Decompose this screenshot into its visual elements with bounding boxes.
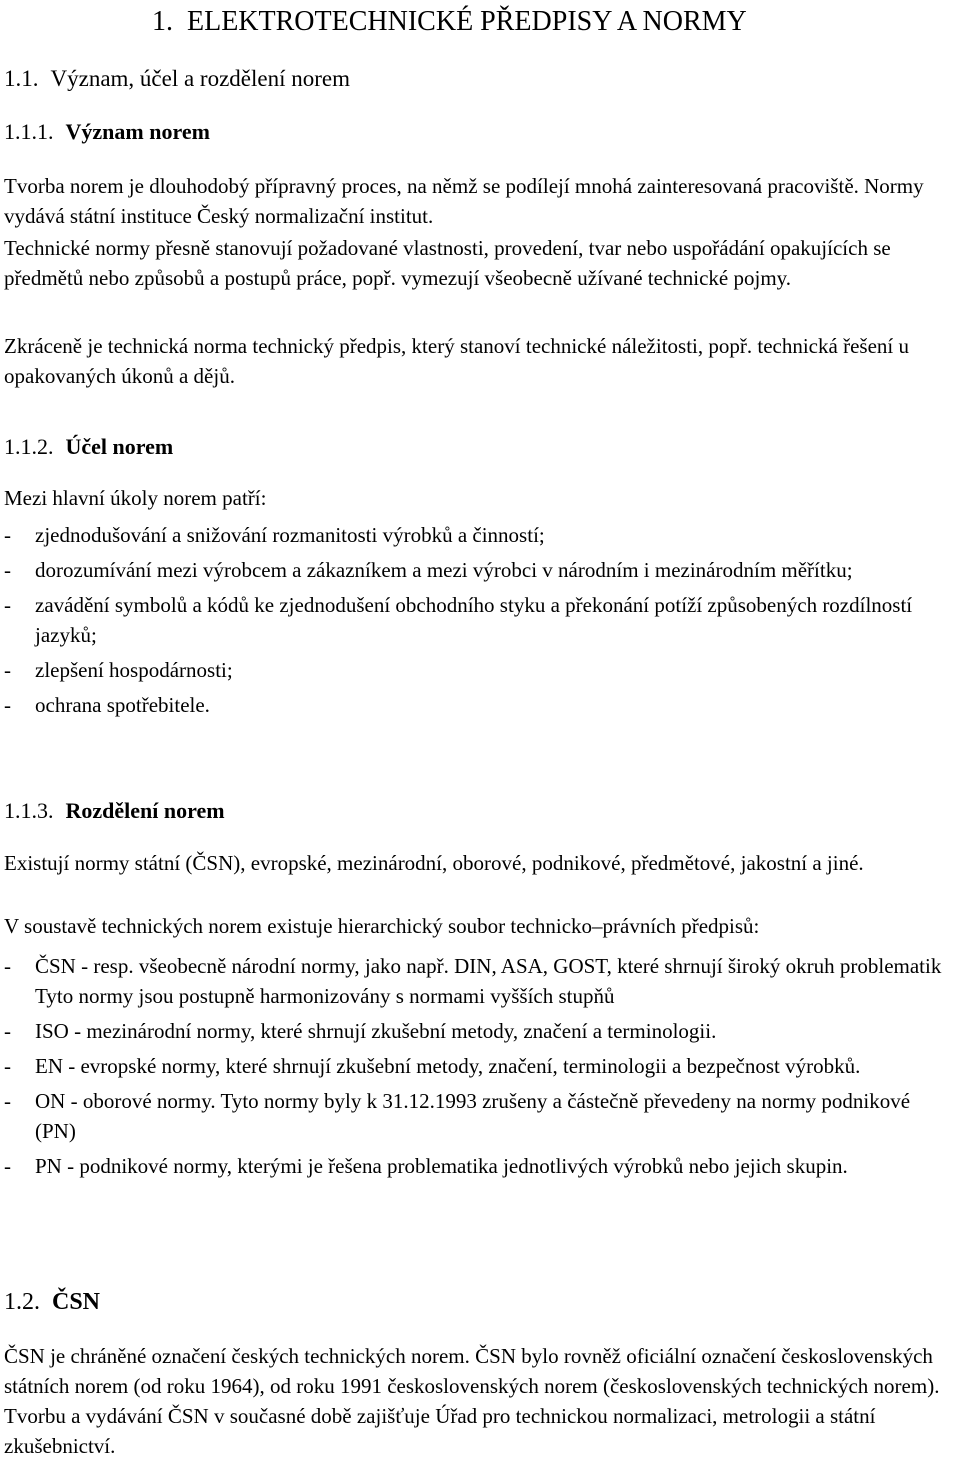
purpose-list	[4, 520, 948, 725]
paragraph: Zkráceně je technická norma technický předpis, který stanoví technické náležitosti, popř. technická řešení u opakovaných úkonů a dějů.	[4, 334, 909, 388]
section-heading-1-1	[4, 64, 350, 94]
list-item: - ochrana spotřebitele.	[4, 690, 948, 720]
list-bullet: -	[4, 693, 11, 717]
list-bullet: -	[4, 593, 11, 617]
section-number: 1.1.3.	[4, 798, 54, 823]
list-item: - dorozumívání mezi výrobcem a zákazníkem a mezi výrobci v národním i mezinárodním měřítku;	[4, 555, 948, 585]
list-bullet: -	[4, 954, 11, 978]
list-item: - ČSN - resp. všeobecně národní normy, jako např. DIN, ASA, GOST, které shrnují široký okruh problematik Tyto normy jsou postupně harmonizovány s normami vyšších stupňů	[4, 951, 948, 1011]
list-bullet: -	[4, 523, 11, 547]
paragraph: Mezi hlavní úkoly norem patří:	[4, 486, 267, 510]
paragraph: ČSN je chráněné označení českých technických norem. ČSN bylo rovněž oficiální označení československých státních norem (od roku 1964), od roku 1991 československých norem (československých technických norem). Tvorbu a vydávání ČSN v současné době zajišťuje Úřad pro technickou normalizaci, metrologii a státní zkušebnictví.	[4, 1344, 940, 1458]
chapter-title	[152, 6, 747, 38]
chapter-number: 1.	[152, 6, 173, 37]
section-heading-1-1-1	[4, 117, 210, 147]
list-item: - EN - evropské normy, které shrnují zkušební metody, značení, terminologii a bezpečnost výrobků.	[4, 1051, 948, 1081]
section-title: Rozdělení norem	[65, 798, 225, 823]
paragraph: Existují normy státní (ČSN), evropské, mezinárodní, oborové, podnikové, předmětové, jakostní a jiné.	[4, 851, 864, 875]
list-bullet: -	[4, 1019, 11, 1043]
list-item: - zavádění symbolů a kódů ke zjednodušení obchodního styku a překonání potíží způsobených rozdílností jazyků;	[4, 590, 948, 650]
list-bullet: -	[4, 1089, 11, 1113]
paragraph: V soustavě technických norem existuje hierarchický soubor technicko–právních předpisů:	[4, 914, 760, 938]
list-item: - zlepšení hospodárnosti;	[4, 655, 948, 685]
section-heading-1-1-3	[4, 796, 225, 826]
paragraph: Tvorba norem je dlouhodobý přípravný proces, na němž se podílejí mnohá zainteresovaná pracoviště. Normy vydává státní instituce Český normalizační institut.	[4, 174, 924, 228]
standards-list	[4, 951, 948, 1186]
list-item: - ON - oborové normy. Tyto normy byly k 31.12.1993 zrušeny a částečně převedeny na normy podnikové (PN)	[4, 1086, 948, 1146]
section-title: Význam, účel a rozdělení norem	[50, 66, 351, 91]
section-title: Účel norem	[65, 434, 174, 459]
paragraph: Technické normy přesně stanovují požadované vlastnosti, provedení, tvar nebo uspořádání opakujících se předmětů nebo způsobů a postupů práce, popř. vymezují všeobecně užívané technické pojmy.	[4, 236, 891, 290]
list-bullet: -	[4, 558, 11, 582]
section-number: 1.1.	[4, 66, 39, 91]
chapter-title-text: ELEKTROTECHNICKÉ PŘEDPISY A NORMY	[187, 6, 747, 37]
section-number: 1.1.1.	[4, 119, 54, 144]
list-bullet: -	[4, 1054, 11, 1078]
section-heading-1-1-2	[4, 432, 173, 462]
section-title: ČSN	[52, 1289, 101, 1315]
section-heading-1-2	[4, 1287, 100, 1317]
list-item: - ISO - mezinárodní normy, které shrnují zkušební metody, značení a terminologii.	[4, 1016, 948, 1046]
list-bullet: -	[4, 658, 11, 682]
list-bullet: -	[4, 1154, 11, 1178]
section-number: 1.1.2.	[4, 434, 54, 459]
list-item: - PN - podnikové normy, kterými je řešena problematika jednotlivých výrobků nebo jejich skupin.	[4, 1151, 948, 1181]
list-item: - zjednodušování a snižování rozmanitosti výrobků a činností;	[4, 520, 948, 550]
section-title: Význam norem	[65, 119, 210, 144]
section-number: 1.2.	[4, 1289, 40, 1315]
